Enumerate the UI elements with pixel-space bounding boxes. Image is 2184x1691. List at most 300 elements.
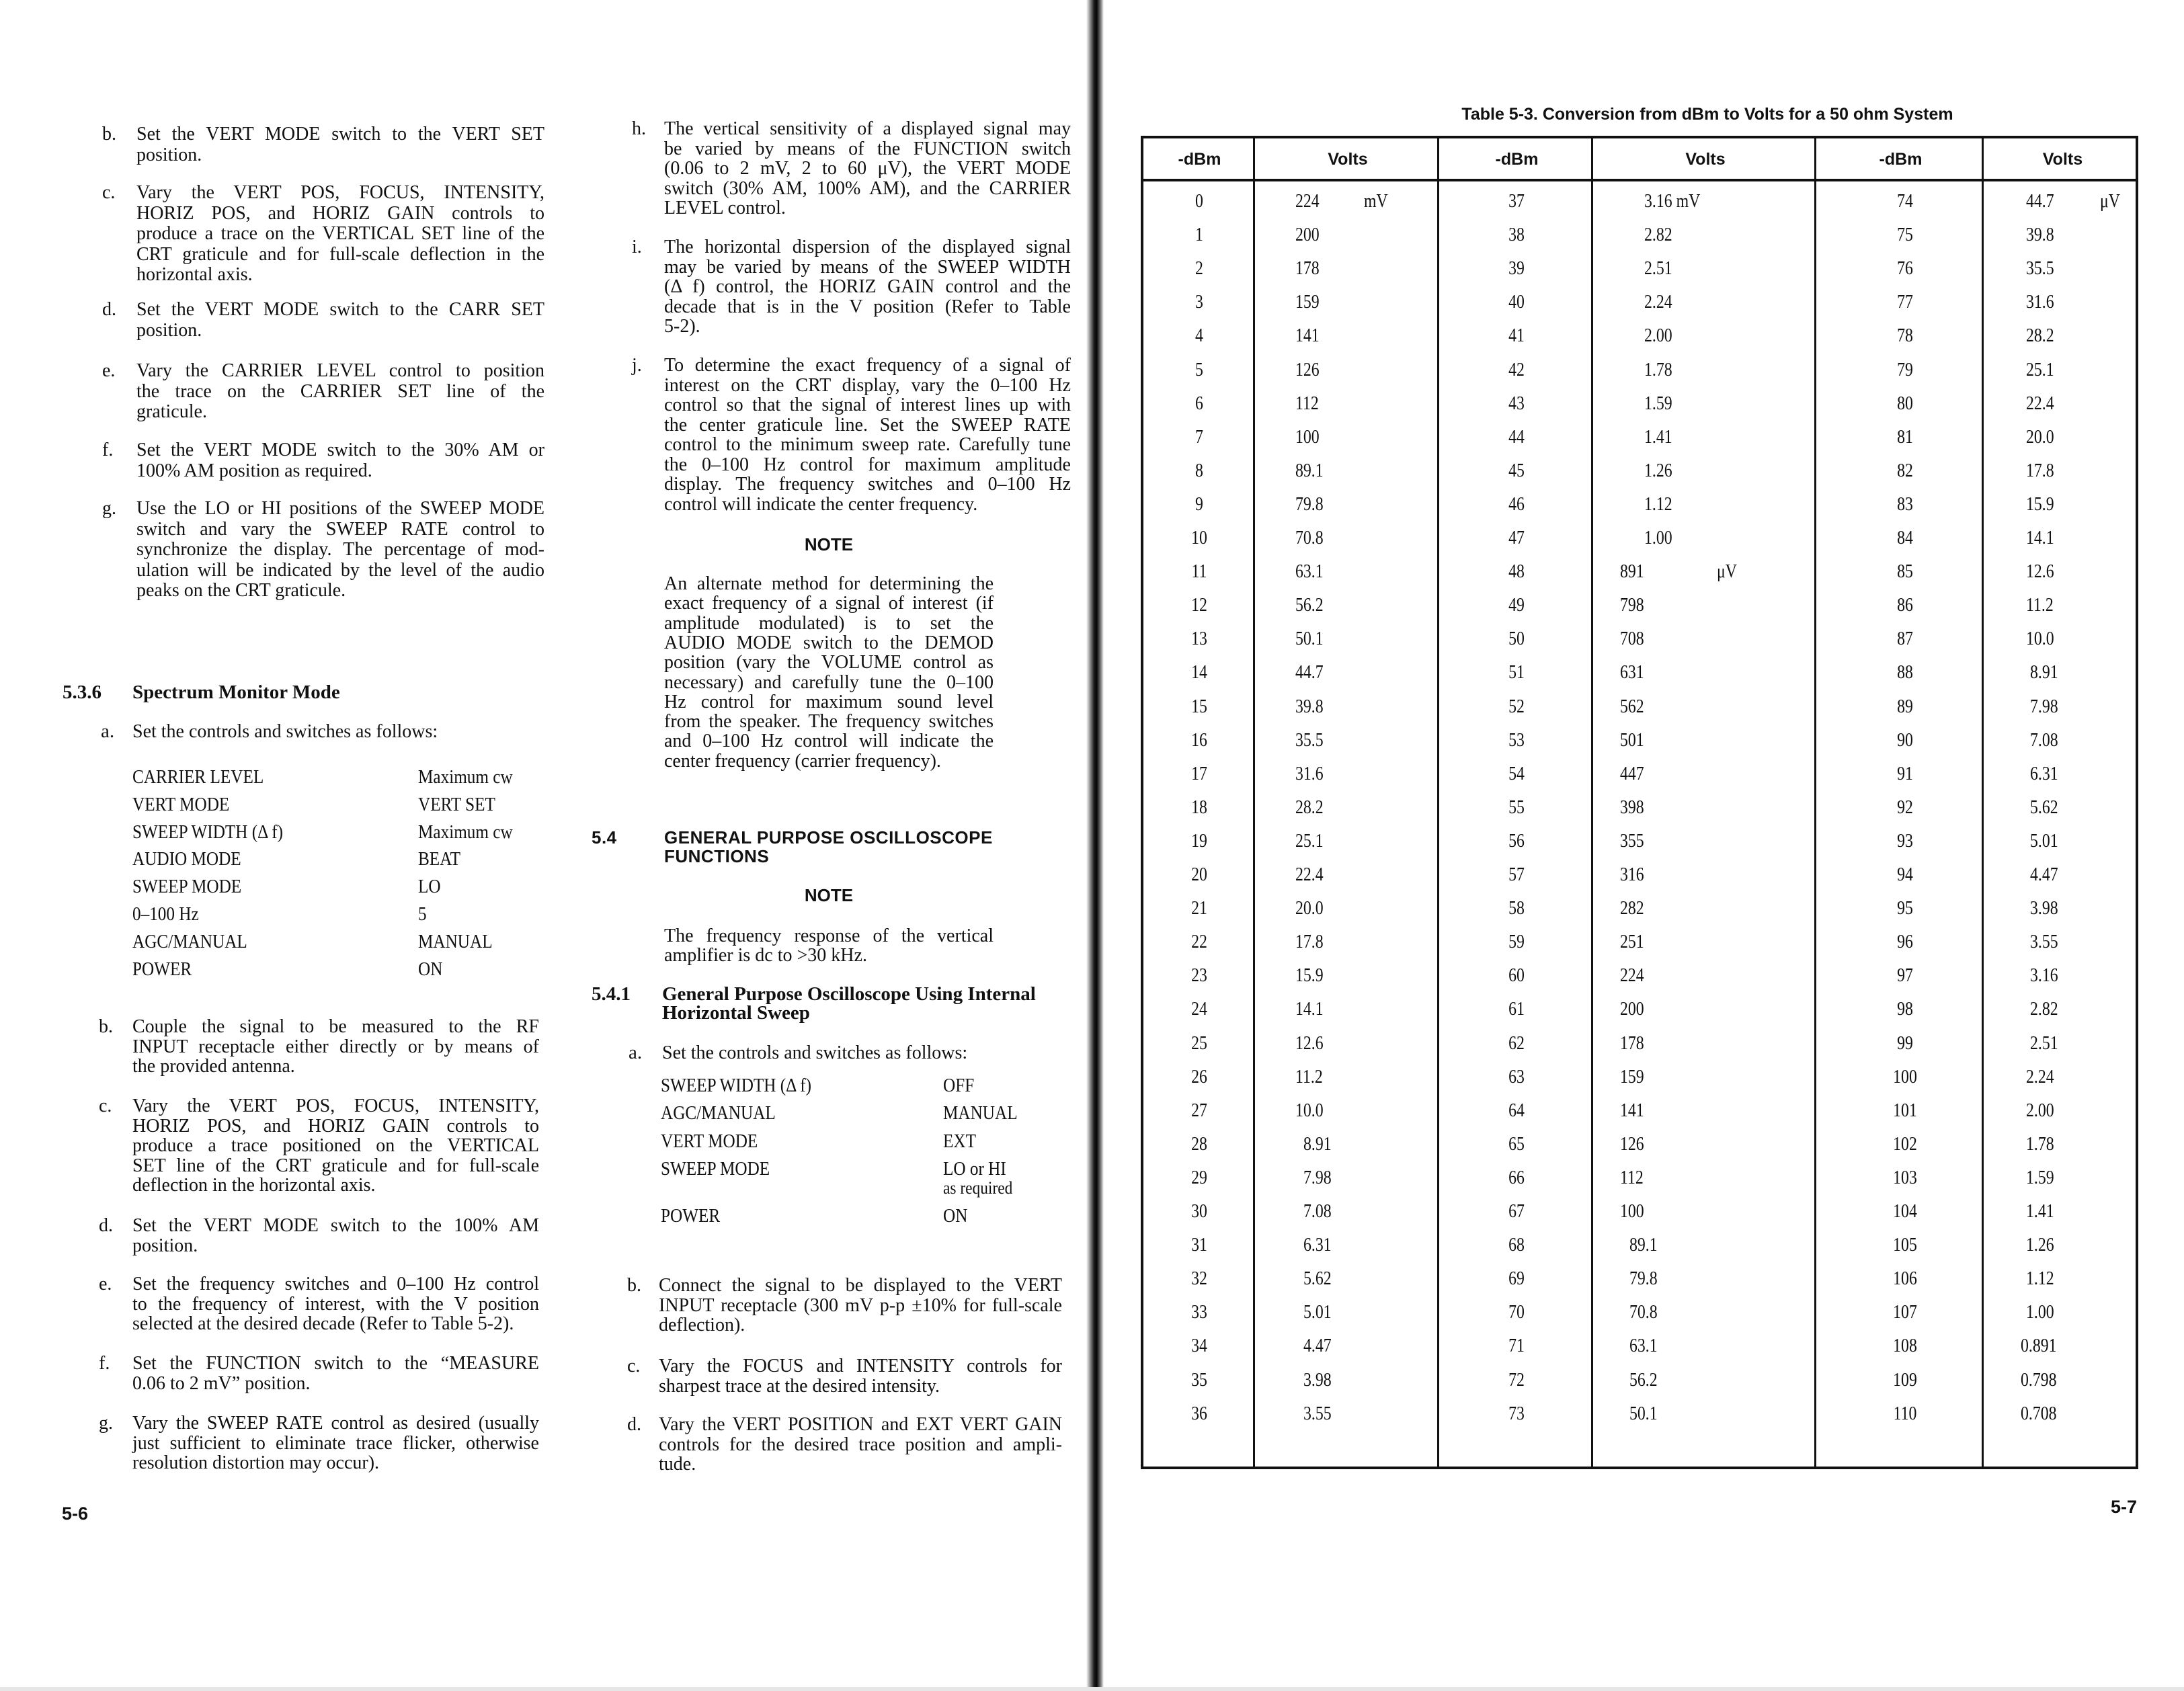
table-cell-dbm: 23: [1191, 965, 1207, 987]
dbm-to-volts-table: [1141, 136, 2138, 1469]
text-line: Set the VERT MODE switch to the 100% AM: [132, 1215, 539, 1236]
table-cell-volts: 5.62: [1303, 1268, 1332, 1290]
table-cell-dbm: 19: [1191, 830, 1207, 852]
table-cell-dbm: 13: [1191, 628, 1207, 650]
text-line: produce a trace on the VERTICAL SET line of the: [136, 223, 544, 244]
table-cell-dbm: 7: [1195, 426, 1203, 448]
text-line: SET line of the CRT graticule and for full-scale: [132, 1155, 539, 1176]
table-cell-dbm: 34: [1191, 1335, 1207, 1357]
table-cell-dbm: 38: [1508, 224, 1525, 246]
text-line: graticule.: [136, 401, 207, 422]
step-label: c.: [102, 182, 116, 203]
table-cell-volts: 112: [1295, 393, 1319, 414]
table-cell-volts: 1.12: [1644, 493, 1672, 515]
table-cell-dbm: 45: [1508, 460, 1525, 481]
table-cell-dbm: 61: [1508, 999, 1525, 1020]
table-cell-volts: 631: [1620, 662, 1644, 684]
table-cell-volts: 1.00: [1644, 528, 1672, 548]
text-line: Couple the signal to be measured to the RF: [132, 1016, 539, 1037]
text-line: position.: [136, 144, 202, 165]
table-cell-volts: 31.6: [2026, 292, 2054, 313]
table-cell-volts: 15.9: [2026, 493, 2054, 515]
table-cell-dbm: 25: [1191, 1032, 1207, 1054]
table-cell-dbm: 71: [1508, 1335, 1525, 1357]
note-heading-1: NOTE: [804, 534, 854, 554]
table-cell-volts: 79.8: [1295, 493, 1324, 515]
text-line: Vary the VERT POSITION and EXT VERT GAIN: [659, 1414, 1062, 1435]
table-cell-dbm: 99: [1897, 1032, 1913, 1054]
unit-label-microvolts: μV: [1717, 561, 1737, 583]
unit-label-microvolts: μV: [2100, 191, 2120, 212]
text-line: horizontal axis.: [136, 264, 253, 285]
table-cell-volts: 6.31: [2030, 763, 2058, 784]
text-line: be varied by means of the FUNCTION switch: [664, 138, 1071, 159]
table-cell-dbm: 52: [1508, 696, 1525, 717]
table-cell-dbm: 103: [1893, 1167, 1917, 1188]
table-cell-volts: 11.2: [2026, 595, 2054, 616]
table-cell-volts: 10.0: [1295, 1100, 1324, 1121]
step-label-a-oscilloscope: a.: [629, 1042, 643, 1063]
left-page-5-6: [0, 0, 1089, 1691]
text-line: sharpest trace at the desired intensity.: [659, 1375, 940, 1397]
table-cell-dbm: 15: [1191, 696, 1207, 717]
text-line: the 0–100 Hz control for maximum amplitude: [664, 454, 1071, 475]
table-cell-volts: 447: [1620, 763, 1644, 784]
text-line: LEVEL control.: [664, 198, 786, 218]
table-cell-volts: 200: [1620, 999, 1644, 1020]
text-line: interest on the CRT display, vary the 0–100 Hz: [664, 374, 1071, 396]
table-cell-dbm: 57: [1508, 864, 1525, 885]
table-cell-dbm: 39: [1508, 258, 1525, 280]
text-line: exact frequency of a signal of interest (if: [664, 593, 994, 614]
table-cell-dbm: 10: [1191, 528, 1207, 548]
setting-value: LO or HI: [943, 1159, 1006, 1180]
step-label: d.: [99, 1215, 113, 1236]
table-cell-volts: 70.8: [1295, 528, 1324, 548]
setting-value: Maximum cw: [418, 821, 513, 843]
table-cell-dbm: 12: [1191, 595, 1207, 616]
table-cell-volts: 2.51: [1644, 258, 1672, 280]
table-cell-volts: 2.24: [2026, 1066, 2054, 1087]
text-line: selected at the desired decade (Refer to Table 5-2).: [132, 1313, 514, 1334]
table-cell-volts: 7.08: [2030, 729, 2058, 751]
table-cell-volts: 56.2: [1295, 595, 1324, 616]
setting-value: MANUAL: [418, 931, 493, 952]
table-cell-volts: 50.1: [1295, 628, 1324, 650]
table-cell-volts: 1.78: [2026, 1133, 2054, 1155]
table-cell-dbm: 109: [1893, 1369, 1917, 1391]
text-line: position.: [132, 1235, 198, 1256]
table-column-divider: [1814, 138, 1816, 1467]
step-label: i.: [632, 237, 642, 257]
section-title-5-4-line-2: FUNCTIONS: [664, 846, 770, 866]
setting-value: OFF: [943, 1075, 975, 1096]
table-cell-volts: 44.7: [1295, 662, 1324, 684]
table-cell-volts: 3.16: [2030, 965, 2058, 987]
text-line: The horizontal dispersion of the displayed signal: [664, 237, 1071, 257]
table-cell-volts: 22.4: [1295, 864, 1324, 885]
table-header-dbm: -dBm: [1178, 150, 1221, 169]
table-cell-volts: 20.0: [1295, 898, 1324, 919]
table-cell-volts: 0.708: [2021, 1403, 2057, 1424]
table-cell-volts: 2.51: [2030, 1032, 2058, 1054]
text-line: Use the LO or HI positions of the SWEEP MODE: [136, 498, 544, 519]
section-title-5-4-1-line-2: Horizontal Sweep: [662, 1002, 810, 1024]
step-label: d.: [102, 299, 116, 320]
table-cell-volts: 7.98: [1303, 1167, 1332, 1188]
table-cell-volts: 1.00: [2026, 1302, 2054, 1323]
table-cell-dbm: 93: [1897, 830, 1913, 852]
page-number-right: 5-7: [2111, 1497, 2138, 1517]
text-line: position.: [136, 319, 202, 341]
table-cell-volts: 126: [1295, 359, 1320, 380]
setting-control: 0–100 Hz: [132, 904, 199, 925]
text-line: (Δ f) control, the HORIZ GAIN control and the: [664, 276, 1071, 297]
table-cell-volts: 8.91: [1303, 1133, 1332, 1155]
setting-control: SWEEP MODE: [132, 876, 242, 898]
text-line: Vary the SWEEP RATE control as desired (usually: [132, 1413, 539, 1434]
table-cell-dbm: 75: [1897, 224, 1913, 246]
table-cell-volts: 891: [1620, 561, 1644, 583]
table-cell-dbm: 56: [1508, 830, 1525, 852]
step-label: d.: [627, 1414, 641, 1435]
table-cell-dbm: 26: [1191, 1066, 1207, 1087]
table-cell-dbm: 107: [1893, 1302, 1917, 1323]
table-cell-dbm: 46: [1508, 493, 1525, 515]
table-cell-volts: 15.9: [1295, 965, 1324, 987]
table-cell-dbm: 54: [1508, 763, 1525, 784]
setting-value: MANUAL: [943, 1103, 1018, 1124]
text-line: CRT graticule and for full-scale deflection in the: [136, 243, 544, 265]
table-cell-volts: 1.12: [2026, 1268, 2054, 1290]
table-cell-dbm: 77: [1897, 292, 1913, 313]
table-cell-volts: 39.8: [1295, 696, 1324, 717]
text-line: An alternate method for determining the: [664, 573, 994, 594]
table-cell-dbm: 40: [1508, 292, 1525, 313]
section-number-5-4-1: 5.4.1: [592, 983, 631, 1005]
section-number-5-4: 5.4: [592, 827, 617, 848]
table-cell-dbm: 92: [1897, 796, 1913, 818]
table-cell-volts: 708: [1620, 628, 1644, 650]
table-cell-volts: 20.0: [2026, 426, 2054, 448]
text-line: 5-2).: [664, 316, 700, 337]
text-line: ulation will be indicated by the level of the audio: [136, 559, 544, 581]
text-line: Set the VERT MODE switch to the 30% AM or: [136, 440, 544, 460]
text-line: display. The frequency switches and 0–100 Hz: [664, 474, 1071, 495]
table-cell-dbm: 76: [1897, 258, 1913, 280]
table-cell-dbm: 73: [1508, 1403, 1525, 1424]
step-label-a: a.: [101, 720, 115, 742]
table-cell-dbm: 66: [1508, 1167, 1525, 1188]
table-cell-dbm: 82: [1897, 460, 1913, 481]
table-cell-dbm: 63: [1508, 1066, 1525, 1087]
text-line: control so that the signal of interest lines up with: [664, 395, 1071, 415]
table-cell-dbm: 67: [1508, 1201, 1525, 1222]
table-cell-volts: 3.16 mV: [1644, 191, 1701, 212]
section-title-5-4-1-line-1: General Purpose Oscilloscope Using Internal: [662, 983, 1036, 1005]
table-cell-volts: 282: [1620, 898, 1644, 919]
table-cell-volts: 1.41: [1644, 426, 1672, 448]
text-line: switch (30% AM, 100% AM), and the CARRIER: [664, 177, 1071, 199]
table-cell-volts: 3.98: [1303, 1369, 1332, 1391]
table-cell-volts: 316: [1620, 864, 1644, 885]
table-column-divider: [1437, 138, 1439, 1467]
note-heading-2: NOTE: [804, 885, 854, 905]
step-label: g.: [99, 1413, 113, 1434]
table-cell-volts: 200: [1295, 224, 1320, 246]
table-cell-volts: 25.1: [2026, 359, 2054, 380]
table-cell-dbm: 68: [1508, 1235, 1525, 1256]
text-line: the provided antenna.: [132, 1056, 295, 1077]
table-column-divider: [1591, 138, 1593, 1467]
table-cell-dbm: 110: [1893, 1403, 1917, 1424]
table-cell-volts: 63.1: [1629, 1335, 1658, 1357]
table-column-divider: [1253, 138, 1255, 1467]
setting-value-note: as required: [943, 1178, 1013, 1198]
text-line: resolution distortion may occur).: [132, 1452, 380, 1473]
table-cell-volts: 501: [1620, 729, 1644, 751]
table-cell-volts: 31.6: [1295, 763, 1324, 784]
table-cell-dbm: 21: [1191, 898, 1207, 919]
table-cell-volts: 50.1: [1629, 1403, 1658, 1424]
step-text-a-oscilloscope: Set the controls and switches as follows:: [662, 1042, 968, 1063]
table-cell-volts: 100: [1620, 1201, 1644, 1222]
table-cell-volts: 11.2: [1295, 1066, 1323, 1087]
setting-control: AUDIO MODE: [132, 849, 241, 870]
table-column-divider: [1982, 138, 1984, 1467]
table-cell-dbm: 74: [1897, 191, 1913, 212]
table-cell-volts: 224: [1295, 191, 1320, 212]
text-line: AUDIO MODE switch to the DEMOD: [664, 632, 994, 653]
setting-control: CARRIER LEVEL: [132, 767, 264, 788]
table-cell-volts: 100: [1295, 426, 1320, 448]
text-line: INPUT receptacle (300 mV p-p ±10% for full-scale: [659, 1294, 1062, 1316]
setting-value: ON: [943, 1205, 968, 1227]
table-cell-dbm: 98: [1897, 999, 1913, 1020]
table-cell-volts: 56.2: [1629, 1369, 1658, 1391]
table-header-volts: Volts: [1328, 150, 1368, 169]
table-cell-volts: 10.0: [2026, 628, 2054, 650]
section-title-spectrum-monitor-mode: Spectrum Monitor Mode: [132, 682, 340, 703]
table-cell-dbm: 105: [1893, 1235, 1917, 1256]
text-line: To determine the exact frequency of a signal of: [664, 355, 1071, 376]
table-cell-dbm: 59: [1508, 932, 1525, 953]
step-text-a: Set the controls and switches as follows:: [132, 721, 438, 742]
text-line: Set the frequency switches and 0–100 Hz control: [132, 1274, 539, 1294]
table-cell-dbm: 28: [1191, 1133, 1207, 1155]
table-cell-volts: 159: [1295, 292, 1320, 313]
table-cell-volts: 398: [1620, 796, 1644, 818]
table-cell-volts: 141: [1295, 325, 1320, 347]
text-line: produce a trace positioned on the VERTICAL: [132, 1135, 539, 1156]
text-line: control to the minimum sweep rate. Carefully tune: [664, 434, 1071, 455]
setting-control: POWER: [132, 958, 192, 980]
table-cell-volts: 562: [1620, 696, 1644, 717]
table-cell-dbm: 4: [1195, 325, 1203, 347]
table-cell-dbm: 69: [1508, 1268, 1525, 1290]
table-cell-volts: 8.91: [2030, 662, 2058, 684]
table-cell-volts: 70.8: [1629, 1302, 1658, 1323]
step-label: e.: [102, 360, 116, 381]
table-cell-dbm: 50: [1508, 628, 1525, 650]
table-cell-dbm: 101: [1893, 1100, 1917, 1121]
page-number-left: 5-6: [62, 1503, 89, 1524]
table-cell-volts: 44.7: [2026, 191, 2054, 212]
section-number-5-3-6: 5.3.6: [63, 682, 102, 703]
setting-value: 5: [418, 904, 427, 925]
table-cell-dbm: 2: [1195, 258, 1203, 280]
table-cell-dbm: 108: [1893, 1335, 1917, 1357]
text-line: Vary the VERT POS, FOCUS, INTENSITY,: [132, 1096, 539, 1116]
table-cell-volts: 89.1: [1629, 1235, 1658, 1256]
table-cell-volts: 1.26: [2026, 1235, 2054, 1256]
table-cell-dbm: 0: [1195, 191, 1203, 212]
text-line: center frequency (carrier frequency).: [664, 750, 941, 772]
table-cell-volts: 3.98: [2030, 898, 2058, 919]
table-cell-dbm: 94: [1897, 864, 1913, 885]
table-cell-dbm: 78: [1897, 325, 1913, 347]
text-line: deflection).: [659, 1315, 745, 1335]
table-cell-volts: 355: [1620, 830, 1644, 852]
table-cell-volts: 7.08: [1303, 1201, 1332, 1222]
table-cell-dbm: 79: [1897, 359, 1913, 380]
table-cell-dbm: 104: [1893, 1201, 1917, 1222]
table-cell-volts: 3.55: [1303, 1403, 1332, 1424]
table-cell-dbm: 14: [1191, 662, 1207, 684]
text-line: switch and vary the SWEEP RATE control to: [136, 518, 544, 540]
setting-control: POWER: [661, 1205, 721, 1227]
text-line: may be varied by means of the SWEEP WIDTH: [664, 256, 1071, 278]
setting-value: BEAT: [418, 849, 460, 870]
table-cell-dbm: 47: [1508, 528, 1525, 548]
table-cell-dbm: 87: [1897, 628, 1913, 650]
table-cell-dbm: 31: [1191, 1235, 1207, 1256]
table-cell-volts: 35.5: [1295, 729, 1324, 751]
table-cell-dbm: 36: [1191, 1403, 1207, 1424]
text-line: from the speaker. The frequency switches: [664, 711, 994, 733]
table-cell-volts: 39.8: [2026, 224, 2054, 246]
text-line: INPUT receptacle either directly or by means of: [132, 1036, 539, 1057]
table-cell-dbm: 17: [1191, 763, 1207, 784]
table-cell-dbm: 5: [1195, 359, 1203, 380]
step-label: f.: [102, 440, 114, 460]
table-cell-dbm: 42: [1508, 359, 1525, 380]
table-cell-dbm: 65: [1508, 1133, 1525, 1155]
table-cell-dbm: 58: [1508, 898, 1525, 919]
setting-control: AGC/MANUAL: [661, 1103, 776, 1124]
table-cell-dbm: 22: [1191, 932, 1207, 953]
text-line: amplitude modulated) is to set the: [664, 612, 994, 634]
setting-value: VERT SET: [418, 794, 495, 815]
step-label: h.: [632, 118, 646, 139]
table-cell-volts: 2.82: [1644, 224, 1672, 246]
table-cell-dbm: 24: [1191, 999, 1207, 1020]
table-cell-dbm: 30: [1191, 1201, 1207, 1222]
text-line: peaks on the CRT graticule.: [136, 580, 346, 601]
table-cell-dbm: 11: [1191, 561, 1207, 583]
table-cell-volts: 2.82: [2030, 999, 2058, 1020]
book-spine-gutter: [1086, 0, 1104, 1691]
table-header-volts: Volts: [1685, 150, 1726, 169]
text-line: Set the FUNCTION switch to the “MEASURE: [132, 1353, 539, 1374]
table-cell-volts: 28.2: [2026, 325, 2054, 347]
step-label: b.: [627, 1275, 641, 1296]
table-cell-volts: 79.8: [1629, 1268, 1658, 1290]
setting-value: LO: [418, 876, 441, 898]
table-cell-dbm: 29: [1191, 1167, 1207, 1188]
table-header-divider: [1143, 179, 2136, 181]
text-line: control will indicate the center frequency.: [664, 493, 978, 515]
table-cell-dbm: 81: [1897, 426, 1913, 448]
table-cell-volts: 798: [1620, 595, 1644, 616]
text-line: HORIZ POS, and HORIZ GAIN controls to: [132, 1115, 539, 1137]
table-cell-volts: 17.8: [1295, 932, 1324, 953]
text-line: tude.: [659, 1454, 696, 1475]
table-cell-dbm: 16: [1191, 729, 1207, 751]
table-cell-dbm: 70: [1508, 1302, 1525, 1323]
text-line: (0.06 to 2 mV, 2 to 60 μV), the VERT MODE: [664, 158, 1071, 179]
table-cell-dbm: 6: [1195, 393, 1203, 414]
text-line: decade that is in the V position (Refer to Table: [664, 296, 1071, 317]
table-cell-volts: 159: [1620, 1066, 1644, 1087]
table-cell-dbm: 20: [1191, 864, 1207, 885]
table-cell-dbm: 96: [1897, 932, 1913, 953]
table-cell-volts: 112: [1620, 1167, 1644, 1188]
text-line: synchronize the display. The percentage of mod-: [136, 539, 544, 560]
step-label: b.: [99, 1016, 113, 1037]
table-cell-dbm: 102: [1893, 1133, 1917, 1155]
setting-value: EXT: [943, 1130, 976, 1152]
text-line: just sufficient to eliminate trace flicker, otherwise: [132, 1432, 539, 1454]
table-cell-dbm: 27: [1191, 1100, 1207, 1121]
table-cell-volts: 141: [1620, 1100, 1644, 1121]
table-cell-volts: 178: [1295, 258, 1320, 280]
table-cell-volts: 6.31: [1303, 1235, 1332, 1256]
table-cell-dbm: 88: [1897, 662, 1913, 684]
table-cell-dbm: 55: [1508, 796, 1525, 818]
table-cell-dbm: 3: [1195, 292, 1203, 313]
step-label: c.: [627, 1356, 641, 1376]
setting-value: Maximum cw: [418, 767, 513, 788]
table-cell-dbm: 43: [1508, 393, 1525, 414]
table-cell-dbm: 80: [1897, 393, 1913, 414]
table-cell-dbm: 86: [1897, 595, 1913, 616]
table-cell-volts: 4.47: [1303, 1335, 1332, 1357]
text-line: and 0–100 Hz control will indicate the: [664, 731, 994, 752]
table-cell-dbm: 41: [1508, 325, 1525, 347]
table-cell-dbm: 64: [1508, 1100, 1525, 1121]
table-cell-volts: 1.59: [1644, 393, 1672, 414]
setting-control: SWEEP WIDTH (Δ f): [661, 1075, 812, 1096]
setting-value: ON: [418, 958, 443, 980]
table-cell-dbm: 60: [1508, 965, 1525, 987]
text-line: 100% AM position as required.: [136, 460, 372, 481]
table-cell-dbm: 84: [1897, 528, 1913, 548]
table-cell-dbm: 85: [1897, 561, 1913, 583]
table-cell-dbm: 37: [1508, 191, 1525, 212]
table-cell-volts: 4.47: [2030, 864, 2058, 885]
table-cell-dbm: 51: [1508, 662, 1525, 684]
table-cell-dbm: 100: [1893, 1066, 1917, 1087]
table-cell-volts: 178: [1620, 1032, 1644, 1054]
table-cell-volts: 25.1: [1295, 830, 1324, 852]
text-line: Hz control for maximum sound level: [664, 691, 994, 712]
scan-bottom-edge: [0, 1687, 2184, 1691]
table-header-dbm: -dBm: [1879, 150, 1923, 169]
table-cell-volts: 2.00: [2026, 1100, 2054, 1121]
table-cell-volts: 1.26: [1644, 460, 1672, 481]
section-title-5-4-line-1: GENERAL PURPOSE OSCILLOSCOPE: [664, 827, 993, 848]
